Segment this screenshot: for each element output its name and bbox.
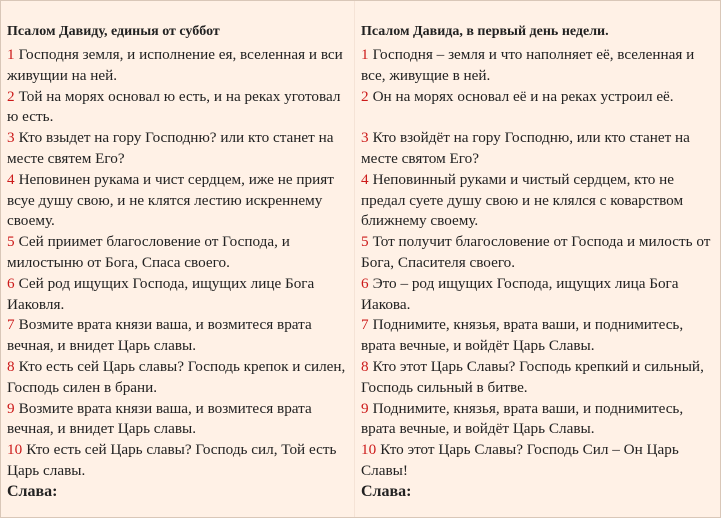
russian-verse-2	[361, 87, 714, 108]
verse-text: Сей приимет благословение от Господа, и милостыню от Бога, Спаса своего.	[7, 233, 290, 271]
verse-number: 7	[7, 316, 15, 334]
russian-verse-4	[361, 170, 714, 232]
verse-number: 8	[361, 357, 369, 375]
slavonic-verse-9	[7, 399, 348, 441]
russian-verse-7	[361, 315, 714, 357]
russian-verse-9	[361, 399, 714, 441]
slavonic-verse-1	[7, 45, 348, 87]
verse-number: 3	[361, 129, 369, 147]
russian-glory: Слава:	[361, 482, 412, 500]
russian-verse-10	[361, 440, 714, 482]
verse-number: 6	[361, 274, 369, 292]
verse-number: 4	[7, 170, 15, 188]
verse-text: Поднимите, князья, врата ваши, и поднимитесь, врата вечные, и войдёт Царь Славы.	[361, 316, 684, 355]
slavonic-title: Псалом Давиду, единыя от суббот	[7, 24, 220, 39]
verse-text: Кто есть сей Царь славы? Господь сил, Той есть Царь славы.	[7, 441, 337, 479]
verse-number: 1	[361, 46, 369, 63]
verse-number: 9	[7, 399, 15, 417]
slavonic-verse-8	[7, 357, 348, 399]
verse-number: 10	[7, 441, 23, 459]
slavonic-verse-7	[7, 315, 348, 357]
verse-number: 2	[7, 87, 15, 105]
slavonic-verse-5	[7, 232, 348, 274]
slavonic-column	[1, 1, 355, 517]
russian-verse-3	[361, 128, 714, 170]
verse-text: Неповинный руками и чистый сердцем, кто не предал суете душу свою и не клялся с коварством ближнему своему.	[361, 170, 684, 230]
verse-text: Кто этот Царь Славы? Господь Сил – Он Царь Славы!	[361, 441, 679, 479]
russian-verse-1	[361, 45, 714, 87]
slavonic-glory: Слава:	[7, 482, 58, 500]
verse-number: 5	[7, 233, 15, 251]
verse-number: 7	[361, 316, 369, 334]
verse-text: Кто взыдет на гору Господню? или кто станет на месте святем Его?	[7, 129, 334, 167]
slavonic-verse-4	[7, 170, 348, 232]
verse-number: 2	[361, 87, 369, 105]
verse-number: 3	[7, 129, 15, 147]
verse-text: Кто этот Царь Славы? Господь крепкий и сильный, Господь сильный в битве.	[361, 357, 704, 396]
russian-verse-6	[361, 274, 714, 316]
verse-number: 4	[361, 170, 369, 188]
verse-text: Неповинен рукама и чист сердцем, иже не прият всуе душу свою, и не клятся лестию искреннему своему.	[7, 170, 334, 230]
slavonic-verse-3	[7, 128, 348, 170]
verse-text: Господня земля, и исполнение ея, вселенная и вси живущии на ней.	[7, 46, 343, 84]
verse-number: 9	[361, 399, 369, 417]
verse-text: Это – род ищущих Господа, ищущих лица Бога Иакова.	[361, 274, 679, 313]
russian-verse-5	[361, 232, 714, 274]
russian-column	[355, 1, 720, 517]
verse-text: Поднимите, князья, врата ваши, и поднимитесь, врата вечные, и войдёт Царь Славы.	[361, 399, 684, 438]
verse-number: 10	[361, 441, 377, 459]
verse-text: Кто взойдёт на гору Господню, или кто станет на месте святом Его?	[361, 129, 690, 167]
verse-text: Той на морях основал ю есть, и на реках уготовал ю есть.	[7, 87, 341, 126]
russian-title: Псалом Давида, в первый день недели.	[361, 24, 609, 39]
verse-text: Сей род ищущих Господа, ищущих лице Бога Иаковля.	[7, 274, 315, 313]
verse-number: 6	[7, 274, 15, 292]
slavonic-verse-2	[7, 87, 348, 129]
verse-text: Господня – земля и что наполняет её, вселенная и все, живущие в ней.	[361, 46, 695, 84]
verse-text: Возмите врата князи ваша, и возмитеся врата вечная, и внидет Царь славы.	[7, 316, 312, 355]
slavonic-verse-10	[7, 440, 348, 482]
verse-text: Он на морях основал её и на реках устроил её.	[372, 87, 674, 105]
verse-number: 5	[361, 233, 369, 251]
russian-verse-8	[361, 357, 714, 399]
verse-text: Кто есть сей Царь славы? Господь крепок и силен, Господь силен в брани.	[7, 357, 346, 396]
verse-text: Тот получит благословение от Господа и милость от Бога, Спасителя своего.	[361, 233, 711, 271]
slavonic-verse-6	[7, 274, 348, 316]
verse-number: 1	[7, 46, 15, 63]
verse-text: Возмите врата князи ваша, и возмитеся врата вечная, и внидет Царь славы.	[7, 399, 312, 438]
verse-number: 8	[7, 357, 15, 375]
verse-spacer	[361, 107, 714, 128]
